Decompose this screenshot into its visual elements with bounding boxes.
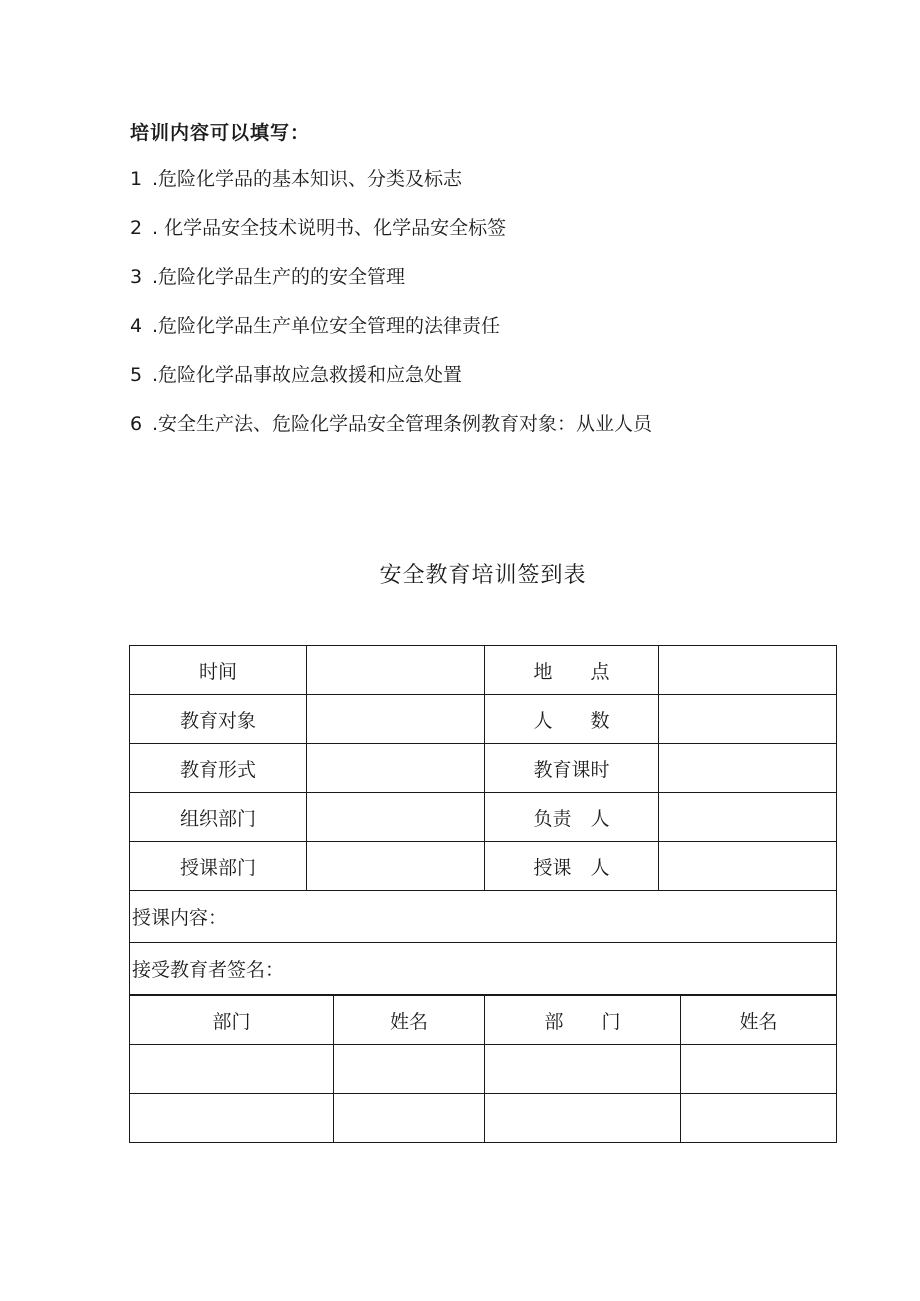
info-row-organizer	[130, 793, 837, 842]
table-row	[130, 1045, 837, 1094]
item-number: 6	[130, 413, 143, 435]
label-format: 教育形式	[130, 744, 307, 793]
intro-heading: 培训内容可以填写：	[130, 122, 311, 144]
name-cell[interactable]	[681, 1094, 837, 1143]
header-name-2: 姓名	[681, 996, 837, 1045]
signature-row	[130, 943, 837, 995]
item-number: 2	[130, 217, 143, 239]
headcount-field[interactable]	[659, 695, 837, 744]
signature-label: 接受教育者签名：	[130, 943, 837, 995]
header-department-2: 部 门	[485, 996, 681, 1045]
name-cell[interactable]	[681, 1045, 837, 1094]
content-row	[130, 891, 837, 943]
label-headcount: 人 数	[485, 695, 659, 744]
audience-field[interactable]	[307, 695, 485, 744]
name-cell[interactable]	[334, 1045, 485, 1094]
label-time: 时间	[130, 646, 307, 695]
item-text: .危险化学品的基本知识、分类及标志	[152, 168, 463, 190]
info-row-format	[130, 744, 837, 793]
item-number: 4	[130, 315, 143, 337]
header-name: 姓名	[334, 996, 485, 1045]
name-cell[interactable]	[334, 1094, 485, 1143]
department-cell[interactable]	[485, 1094, 681, 1143]
item-text: .危险化学品事故应急救援和应急处置	[152, 364, 463, 386]
organizer-field[interactable]	[307, 793, 485, 842]
item-number: 3	[130, 266, 143, 288]
item-text: .危险化学品生产的的安全管理	[152, 266, 406, 288]
item-text: . 化学品安全技术说明书、化学品安全标签	[152, 217, 507, 239]
responsible-field[interactable]	[659, 793, 837, 842]
department-cell[interactable]	[130, 1045, 334, 1094]
course-content-label[interactable]: 授课内容：	[130, 891, 837, 943]
label-instructor: 授课 人	[485, 842, 659, 891]
info-row-instructor-dept	[130, 842, 837, 891]
attendance-info-table	[129, 645, 837, 995]
table-row	[130, 1094, 837, 1143]
instructor-field[interactable]	[659, 842, 837, 891]
label-organizer: 组织部门	[130, 793, 307, 842]
label-hours: 教育课时	[485, 744, 659, 793]
intro-item-6	[130, 409, 652, 436]
label-responsible: 负责 人	[485, 793, 659, 842]
intro-item-1	[130, 164, 462, 191]
item-number: 1	[130, 168, 143, 190]
hours-field[interactable]	[659, 744, 837, 793]
signature-table	[129, 995, 837, 1143]
label-audience: 教育对象	[130, 695, 307, 744]
time-field[interactable]	[307, 646, 485, 695]
signature-header-row	[130, 996, 837, 1045]
label-instructor-dept: 授课部门	[130, 842, 307, 891]
intro-item-5	[130, 360, 462, 387]
item-text: .安全生产法、危险化学品安全管理条例教育对象：从业人员	[152, 413, 653, 435]
intro-item-2	[130, 213, 506, 240]
header-department: 部门	[130, 996, 334, 1045]
format-field[interactable]	[307, 744, 485, 793]
info-row-time	[130, 646, 837, 695]
item-text: .危险化学品生产单位安全管理的法律责任	[152, 315, 501, 337]
department-cell[interactable]	[130, 1094, 334, 1143]
info-row-audience	[130, 695, 837, 744]
intro-item-3	[130, 262, 405, 289]
instructor-dept-field[interactable]	[307, 842, 485, 891]
location-field[interactable]	[659, 646, 837, 695]
form-title: 安全教育培训签到表	[379, 563, 587, 588]
label-location: 地 点	[485, 646, 659, 695]
item-number: 5	[130, 364, 143, 386]
department-cell[interactable]	[485, 1045, 681, 1094]
intro-item-4	[130, 311, 500, 338]
